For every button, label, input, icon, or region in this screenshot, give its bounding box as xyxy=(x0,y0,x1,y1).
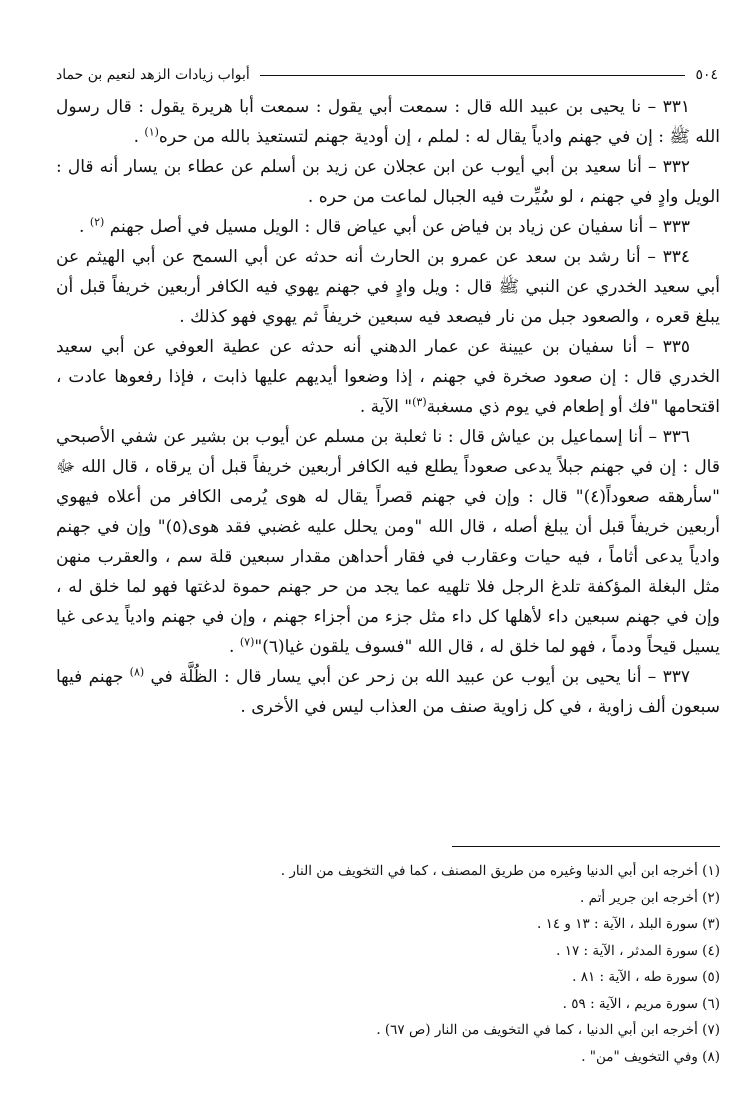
header-rule xyxy=(260,75,686,76)
footnote-4: (٤) سورة المدثر ، الآية : ١٧ . xyxy=(556,942,720,959)
footnote-8: (٨) وفي التخويف "من" . xyxy=(581,1048,720,1065)
hadith-332: ٣٣٢ – أنا سعيد بن أبي أيوب عن ابن عجلان عن زيد بن أسلم عن عطاء بن يسار أنه قال : الويل وادٍ في جهنم ، لو سُيِّرت فيه الجبال لماعت من حره . xyxy=(56,157,720,207)
footnote-6: (٦) سورة مريم ، الآية : ٥٩ . xyxy=(562,995,720,1012)
hadith-333: ٣٣٣ – أنا سفيان عن زياد بن فياض عن أبي عياض قال : الويل مسيل في أصل جهنم $^{(٢)}$ . xyxy=(79,215,690,237)
footnote-1: (١) أخرجه ابن أبي الدنيا وغيره من طريق المصنف ، كما في التخويف من النار . xyxy=(280,863,720,879)
footnote-ref: (٣) xyxy=(412,395,427,409)
hadith-337: ٣٣٧ – أنا يحيى بن أيوب عن عبيد الله بن زحر عن أبي يسار قال : الظُلَّة في $^{(٨)}$ جهنم فيها سبعون ألف زاوية ، في كل زاوية صنف من العذاب ليس في الأخرى . xyxy=(56,665,720,717)
footnote-ref: (٨) xyxy=(129,665,145,679)
footnote-ref: (٧) xyxy=(239,635,255,649)
page-number: ٥٠٤ xyxy=(695,67,718,83)
hadith-334: ٣٣٤ – أنا رشد بن سعد عن عمرو بن الحارث أنه حدثه عن أبي السمح عن أبي الهيثم عن أبي سعيد الخدري عن النبي ﷺ قال : ويل وادٍ في جهنم يهوي فيه الكافر أربعين خريفاً قبل أن يبلغ قعره ، والصعود جبل من نار فيصعد فيه سبعين خريفاً ثم يهوي فهو كذلك . xyxy=(56,247,720,327)
hadith-335: ٣٣٥ – أنا سفيان بن عيينة عن عمار الدهني أنه حدثه عن عطية العوفي عن أبي سعيد الخدري قال : إن صعود صخرة في جهنم ، إذا وضعوا أيديهم عليها ذابت ، فإذا رفعوها عادت ، اقتحامها "فك أو إطعام في يوم ذي مسغبة$^{(٣)}$" الآية . xyxy=(56,337,720,417)
running-header xyxy=(56,60,718,90)
footnote-3: (٣) سورة البلد ، الآية : ١٣ و ١٤ . xyxy=(536,916,720,932)
hadith-336: ٣٣٦ – أنا إسماعيل بن عياش قال : نا ثعلبة بن مسلم عن أيوب بن بشير عن شفي الأصبحي قال : إن في جهنم جبلاً يدعى صعوداً يطلع فيه الكافر أربعين خريفاً قبل أن يرقاه ، قال الله ﷻ "سأرهقه صعوداً(٤)" قال : وإن في جهنم قصراً يقال له هوى يُرمى الكافر من أعلاه فيهوي أربعين خريفاً قبل أن يبلغ أصله ، قال الله "ومن يحلل عليه غضبي فقد هوى(٥)" وإن في جهنم وادياً يدعى أثاماً ، فيه حيات وعقارب في فقار أحداهن مقدار سبعين قلة سم ، والعقرب منهن مثل البغلة المؤكفة تلدغ الرجل فلا تلهيه عما يجد من حر جهنم حموة لدغتها فهو لما خلق له ، وإن في جهنم سبعين داء لأهلها كل داء مثل جزء من أجزاء جهنم ، وإن في جهنم وادياً يدعى غيا يسيل قيحاً ودماً ، فهو لما خلق له ، قال الله "فسوف يلقون غيا(٦)"$^{(٧)}$ . xyxy=(56,427,720,657)
running-title: أبواب زيادات الزهد لنعيم بن حماد xyxy=(56,67,250,83)
main-text xyxy=(56,92,720,722)
footnote-ref: (١) xyxy=(144,125,159,139)
footnote-ref: (٢) xyxy=(89,215,105,229)
footnote-5: (٥) سورة طه ، الآية : ٨١ . xyxy=(572,969,720,985)
hadith-331: ٣٣١ – نا يحيى بن عبيد الله قال : سمعت أبي يقول : سمعت أبا هريرة يقول : قال رسول الله ﷺ : إن في جهنم وادياً يقال له : لملم ، إن أودية جهنم لتستعيذ بالله من حره$^{(١)}$ . xyxy=(56,97,720,147)
footnote-separator xyxy=(452,846,720,847)
footnote-2: (٢) أخرجه ابن جرير أتم . xyxy=(580,889,720,906)
footnotes xyxy=(56,858,720,1070)
footnote-7: (٧) أخرجه ابن أبي الدنيا ، كما في التخويف من النار (ص ٦٧) . xyxy=(376,1022,720,1038)
